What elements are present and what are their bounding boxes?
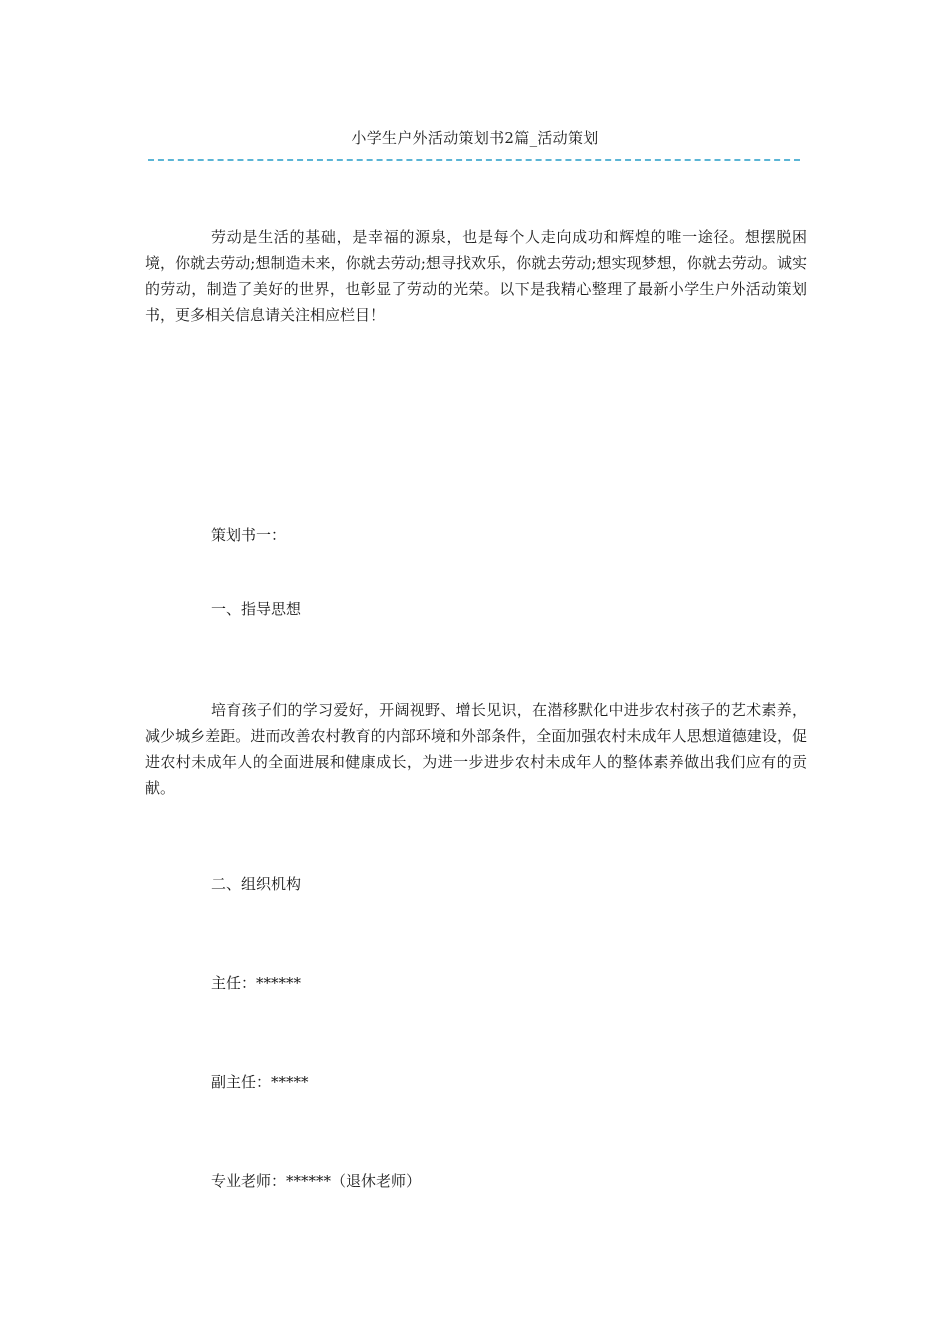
plan-heading: 策划书一： — [211, 526, 287, 544]
deputy-director-line: 副主任：***** — [211, 1073, 309, 1091]
section-heading-guiding-thought: 一、指导思想 — [211, 600, 302, 618]
section-heading-organization: 二、组织机构 — [211, 875, 302, 893]
teacher-line: 专业老师：******（退休老师） — [211, 1172, 422, 1190]
director-line: 主任：****** — [211, 974, 302, 992]
title-divider — [148, 159, 800, 161]
document-title: 小学生户外活动策划书2篇_活动策划 — [351, 129, 599, 147]
guiding-thought-paragraph: 培育孩子们的学习爱好，开阔视野、增长见识，在潜移默化中进步农村孩子的艺术素养，减少城乡差距。进而改善农村教育的内部环境和外部条件，全面加强农村未成年人思想道德建设，促进农村未成年人的全面进展和健康成长，为进一步进步农村未成年人的整体素养做出我们应有的贡献。 — [145, 701, 807, 797]
intro-paragraph: 劳动是生活的基础，是幸福的源泉，也是每个人走向成功和辉煌的唯一途径。想摆脱困境，你就去劳动;想制造未来，你就去劳动;想寻找欢乐，你就去劳动;想实现梦想，你就去劳动。诚实的劳动，制造了美好的世界，也彰显了劳动的光荣。以下是我精心整理了最新小学生户外活动策划书，更多相关信息请关注相应栏目！ — [145, 228, 807, 324]
